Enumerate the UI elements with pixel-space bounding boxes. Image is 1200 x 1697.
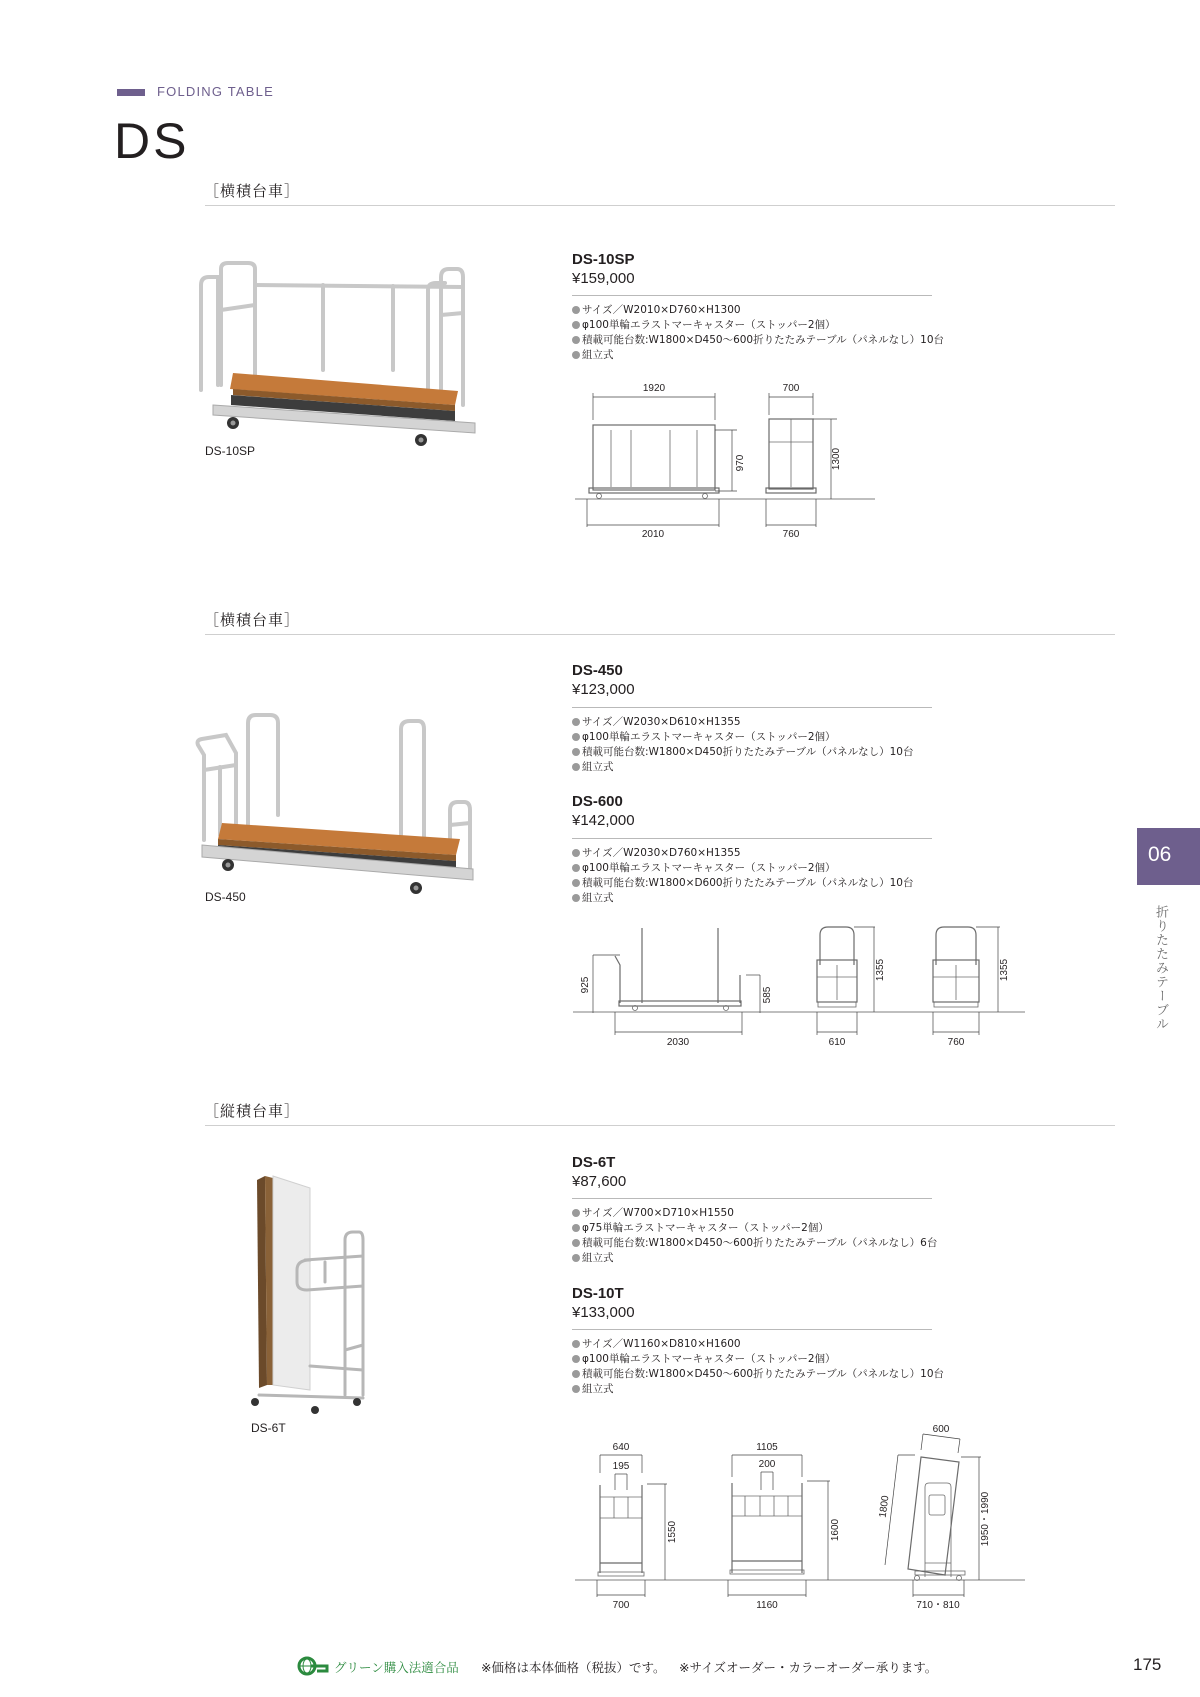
product-name: DS-450 [572, 662, 623, 679]
category-label: FOLDING TABLE [157, 84, 274, 99]
svg-text:1355: 1355 [875, 958, 886, 982]
bullet-icon [572, 894, 580, 902]
svg-text:2010: 2010 [641, 529, 665, 540]
product-name: DS-6T [572, 1154, 616, 1171]
product-name: DS-600 [572, 793, 623, 810]
bullet-icon [572, 1340, 580, 1348]
bullet-icon [572, 879, 580, 887]
spec-item: サイズ／W2030×D610×H1355 [572, 715, 913, 730]
category-accent-bar [117, 89, 145, 96]
svg-text:640: 640 [612, 1442, 630, 1453]
svg-text:700: 700 [612, 1600, 630, 1611]
spec-list [572, 1337, 944, 1397]
photo-caption: DS-10SP [205, 444, 256, 458]
section-label-horizontal-cart: ［横積台車］ [204, 611, 301, 629]
product-photo-ds-6t [245, 1170, 365, 1420]
section-label-horizontal-cart: ［横積台車］ [204, 182, 301, 200]
product-name: DS-10T [572, 1285, 624, 1302]
dimension-drawing-ds-10sp [575, 375, 885, 545]
bullet-icon [572, 849, 580, 857]
svg-text:1800: 1800 [877, 1494, 892, 1519]
svg-text:1950・1990: 1950・1990 [980, 1491, 991, 1547]
spec-item: 積載可能台数:W1800×D450〜600折りたたみテーブル（パネルなし）10台 [572, 333, 944, 348]
product-divider [572, 1329, 932, 1330]
spec-item: 組立式 [572, 348, 944, 363]
dimension-drawing-ds-450-600 [570, 915, 1030, 1050]
spec-item: 組立式 [572, 760, 913, 775]
spec-list [572, 846, 913, 906]
product-price: ¥87,600 [572, 1173, 627, 1190]
product-divider [572, 295, 932, 296]
svg-text:585: 585 [762, 986, 773, 1004]
product-divider [572, 707, 932, 708]
photo-caption: DS-6T [251, 1421, 286, 1435]
spec-item: サイズ／W700×D710×H1550 [572, 1206, 937, 1221]
svg-text:925: 925 [580, 976, 591, 994]
spec-item: 積載可能台数:W1800×D450〜600折りたたみテーブル（パネルなし）6台 [572, 1236, 937, 1251]
svg-text:1600: 1600 [830, 1518, 841, 1542]
product-photo-ds-450 [188, 705, 478, 905]
bullet-icon [572, 864, 580, 872]
section-divider [205, 1125, 1115, 1126]
svg-text:970: 970 [735, 454, 746, 472]
spec-item: 積載可能台数:W1800×D450〜600折りたたみテーブル（パネルなし）10台 [572, 1367, 944, 1382]
product-divider [572, 838, 932, 839]
chapter-number: 06 [1148, 843, 1172, 866]
product-name: DS-10SP [572, 251, 635, 268]
photo-caption: DS-450 [205, 890, 246, 904]
bullet-icon [572, 351, 580, 359]
svg-text:610: 610 [828, 1037, 846, 1048]
spec-list [572, 303, 944, 363]
bullet-icon [572, 321, 580, 329]
svg-text:1160: 1160 [756, 1600, 778, 1611]
spec-item: 積載可能台数:W1800×D600折りたたみテーブル（パネルなし）10台 [572, 876, 913, 891]
order-note: ※サイズオーダー・カラーオーダー承ります。 [679, 1660, 938, 1675]
product-divider [572, 1198, 932, 1199]
spec-list [572, 1206, 937, 1266]
bullet-icon [572, 718, 580, 726]
bullet-icon [572, 336, 580, 344]
bullet-icon [572, 1209, 580, 1217]
spec-item: 積載可能台数:W1800×D450折りたたみテーブル（パネルなし）10台 [572, 745, 913, 760]
bullet-icon [572, 1239, 580, 1247]
bullet-icon [572, 748, 580, 756]
spec-item: 組立式 [572, 1251, 937, 1266]
bullet-icon [572, 1385, 580, 1393]
svg-text:2030: 2030 [666, 1037, 690, 1048]
bullet-icon [572, 763, 580, 771]
spec-item: φ100単輪エラストマーキャスター（ストッパー2個） [572, 1352, 944, 1367]
svg-text:1300: 1300 [831, 447, 842, 471]
chapter-label: 折りたたみテーブル [1153, 905, 1168, 1031]
svg-text:600: 600 [932, 1424, 950, 1435]
spec-list [572, 715, 913, 775]
spec-item: φ100単輪エラストマーキャスター（ストッパー2個） [572, 861, 913, 876]
bullet-icon [572, 1355, 580, 1363]
spec-item: 組立式 [572, 1382, 944, 1397]
product-price: ¥159,000 [572, 270, 635, 287]
svg-text:200: 200 [758, 1459, 776, 1470]
spec-item: サイズ／W2010×D760×H1300 [572, 303, 944, 318]
svg-text:1550: 1550 [667, 1520, 678, 1544]
section-divider [205, 634, 1115, 635]
svg-text:710・810: 710・810 [916, 1600, 960, 1611]
product-price: ¥123,000 [572, 681, 635, 698]
svg-text:760: 760 [782, 529, 800, 540]
product-price: ¥142,000 [572, 812, 635, 829]
green-purchase-label: グリーン購入法適合品 [334, 1660, 459, 1675]
spec-item: φ75単輪エラストマーキャスター（ストッパー2個） [572, 1221, 937, 1236]
series-title: DS [114, 113, 190, 169]
product-photo-ds-10sp [193, 255, 483, 455]
price-note: ※価格は本体価格（税抜）です。 [481, 1660, 666, 1675]
page-number: 175 [1133, 1655, 1162, 1674]
spec-item: φ100単輪エラストマーキャスター（ストッパー2個） [572, 318, 944, 333]
green-purchase-logo-icon [297, 1656, 331, 1676]
spec-item: 組立式 [572, 891, 913, 906]
spec-item: φ100単輪エラストマーキャスター（ストッパー2個） [572, 730, 913, 745]
bullet-icon [572, 1254, 580, 1262]
bullet-icon [572, 306, 580, 314]
svg-text:700: 700 [782, 383, 800, 394]
spec-item: サイズ／W1160×D810×H1600 [572, 1337, 944, 1352]
spec-item: サイズ／W2030×D760×H1355 [572, 846, 913, 861]
section-divider [205, 205, 1115, 206]
dimension-drawing-ds-6t-10t [575, 1415, 1035, 1615]
bullet-icon [572, 1224, 580, 1232]
bullet-icon [572, 733, 580, 741]
svg-text:1355: 1355 [999, 958, 1010, 982]
svg-text:1920: 1920 [642, 383, 666, 394]
svg-text:760: 760 [947, 1037, 965, 1048]
svg-text:1105: 1105 [756, 1442, 778, 1453]
svg-text:195: 195 [612, 1461, 630, 1472]
product-price: ¥133,000 [572, 1304, 635, 1321]
bullet-icon [572, 1370, 580, 1378]
section-label-vertical-cart: ［縦積台車］ [204, 1102, 301, 1120]
